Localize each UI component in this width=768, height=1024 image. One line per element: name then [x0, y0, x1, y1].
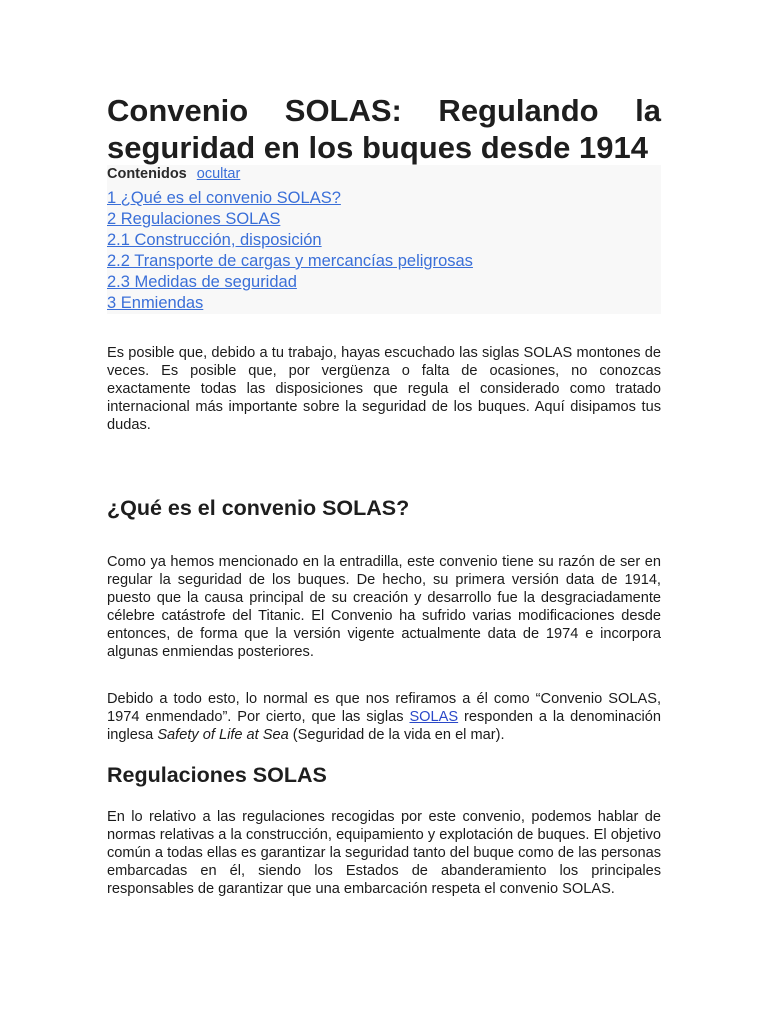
- para-text: Debido a todo esto, lo normal es que nos refiramos a él como “Convenio SOLAS, 1974 enmendado”. Por cierto, que las siglas: [107, 691, 661, 725]
- toc-heading: Contenidos: [107, 166, 187, 182]
- toc-link-construccion[interactable]: 2.1 Construcción, disposición: [107, 231, 322, 249]
- para-italic-text: Safety of Life at Sea: [157, 727, 289, 743]
- section1-paragraph-1: Como ya hemos mencionado en la entradilla, este convenio tiene su razón de ser en regular la seguridad de los buques. De hecho, su primera versión data de 1914, puesto que la causa principal de su creación y desarrollo fue la desgraciadamente célebre catástrofe del Titanic. El Convenio ha sufrido varias modificaciones desde entonces, de forma que la versión vigente actualmente data de 1974 e incorpora algunas enmiendas posteriores.: [107, 554, 661, 660]
- section1-paragraph-2: [107, 690, 661, 744]
- toc-link-que-es[interactable]: 1 ¿Qué es el convenio SOLAS?: [107, 189, 341, 207]
- toc-hide-link[interactable]: ocultar: [196, 166, 241, 182]
- table-of-contents: [107, 165, 661, 314]
- toc-item: [107, 272, 661, 293]
- solas-link[interactable]: SOLAS: [409, 709, 459, 725]
- toc-link-enmiendas[interactable]: 3 Enmiendas: [107, 294, 204, 312]
- toc-list: [107, 188, 661, 314]
- toc-header: [107, 165, 661, 183]
- toc-item: [107, 188, 661, 209]
- toc-link-regulaciones[interactable]: 2 Regulaciones SOLAS: [107, 210, 281, 228]
- section-heading-regulaciones: Regulaciones SOLAS: [107, 763, 327, 787]
- para-text: (Seguridad de la vida en el mar).: [288, 727, 505, 743]
- intro-paragraph: Es posible que, debido a tu trabajo, hayas escuchado las siglas SOLAS montones de veces. Es posible que, por vergüenza o falta de ocasiones, no conozcas exactamente todas las disposiciones que regula el considerado como tratado internacional más importante sobre la seguridad de los buques. Aquí disipamos tus dudas.: [107, 345, 661, 433]
- toc-link-medidas[interactable]: 2.3 Medidas de seguridad: [107, 273, 297, 291]
- toc-item: [107, 251, 661, 272]
- page-title: Convenio SOLAS: Regulando la seguridad en los buques desde 1914: [107, 93, 661, 165]
- para-text: responden a la denominación inglesa: [107, 709, 661, 743]
- toc-item: [107, 209, 661, 230]
- document-page: [107, 92, 661, 897]
- section2-paragraph-1: En lo relativo a las regulaciones recogidas por este convenio, podemos hablar de normas relativas a la construcción, equipamiento y explotación de buques. El objetivo común a todas ellas es garantizar la seguridad tanto del buque como de las personas embarcadas en él, siendo los Estados de abanderamiento los principales responsables de garantizar que una embarcación respeta el convenio SOLAS.: [107, 809, 661, 897]
- toc-item: [107, 230, 661, 251]
- toc-link-transporte[interactable]: 2.2 Transporte de cargas y mercancías peligrosas: [107, 252, 473, 270]
- section-heading-que-es: ¿Qué es el convenio SOLAS?: [107, 496, 410, 520]
- toc-item: [107, 293, 661, 314]
